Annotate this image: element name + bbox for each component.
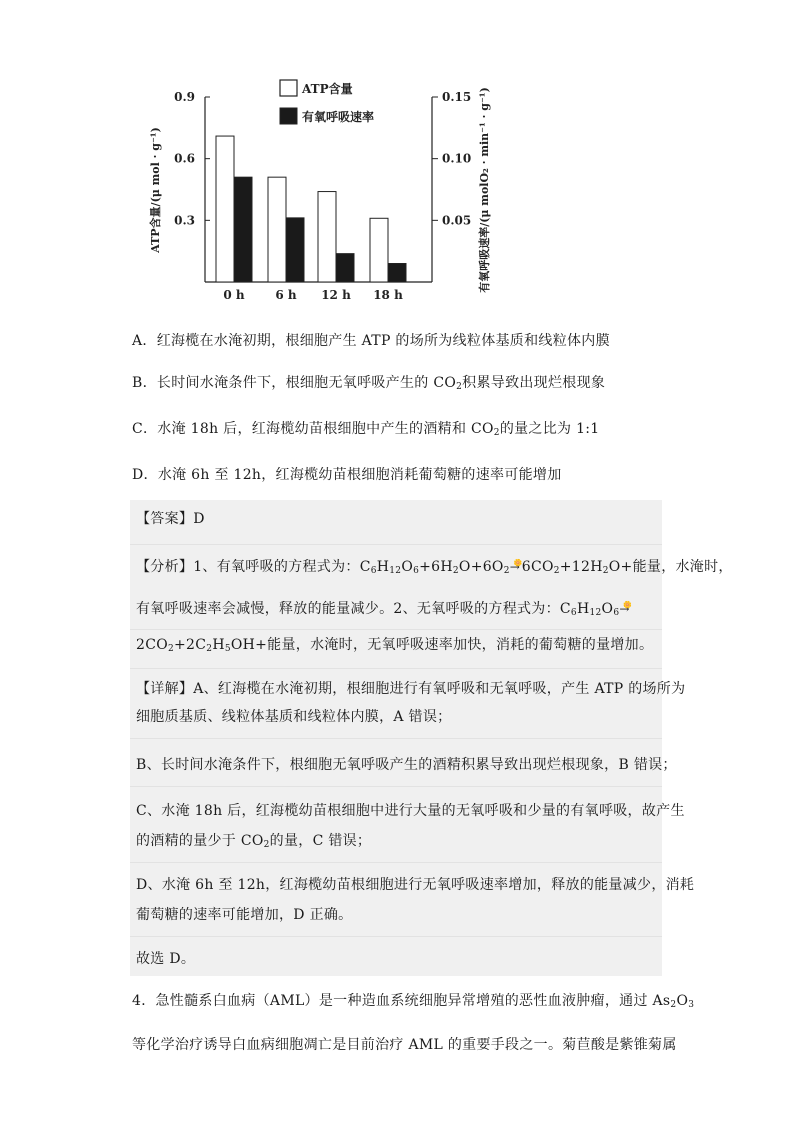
legend-swatch-atp	[280, 80, 297, 96]
text: H	[576, 601, 590, 617]
text: O	[676, 993, 689, 1009]
detail-b: B、长时间水淹条件下，根细胞无氧呼吸产生的酒精积累导致出现烂根现象，B 错误；	[136, 757, 677, 773]
subscript: 6	[413, 566, 420, 576]
text: H	[212, 637, 225, 653]
subscript: 2	[452, 566, 459, 576]
detail-c-2	[136, 830, 371, 856]
option-a-text: A．红海榄在水淹初期，根细胞产生 ATP 的场所为线粒体基质和线粒体内膜	[132, 333, 610, 349]
bar-aerobic	[336, 254, 354, 282]
option-b-text: B．长时间水淹条件下，根细胞无氧呼吸产生的 CO	[132, 375, 457, 391]
text: O	[401, 559, 414, 575]
subscript: 2	[263, 840, 270, 850]
subscript: 2	[168, 644, 175, 654]
left-tick-label: 0.3	[174, 213, 195, 228]
x-tick-label: 0 h	[223, 288, 245, 302]
text: 的酒精的量少于 CO	[136, 833, 264, 849]
detail-a-1: 【详解】A、红海榄在水淹初期，根细胞进行有氧呼吸和无氧呼吸，产生 ATP 的场所为	[136, 681, 686, 697]
right-tick-label: 0.15	[442, 90, 472, 104]
option-b	[132, 372, 672, 398]
y-axis-label-right: 有氧呼吸速率/(μ molO₂ · min⁻¹ · g⁻¹)	[478, 87, 491, 293]
question-4-line-1	[132, 990, 695, 1016]
left-tick-label: 0.6	[174, 151, 195, 166]
text: 【分析】1、有氧呼吸的方程式为：C	[136, 559, 371, 575]
detail-c-1: C、水淹 18h 后，红海榄幼苗根细胞中进行大量的无氧呼吸和少量的有氧呼吸，故产生	[136, 803, 685, 819]
subscript: 2	[503, 566, 510, 576]
enzyme-arrow-icon	[619, 600, 631, 614]
subscript: 2	[553, 566, 560, 576]
chart-svg	[140, 70, 520, 315]
subscript: 3	[688, 1000, 695, 1010]
text: H	[376, 559, 390, 575]
legend-swatch-aerobic	[280, 108, 297, 124]
subscript: 5	[224, 644, 231, 654]
subscript: 2	[670, 1000, 677, 1010]
left-tick-label: 0.9	[174, 90, 195, 104]
answer-explanation	[130, 500, 733, 976]
subscript: 2	[206, 644, 213, 654]
option-d	[132, 464, 672, 486]
y-axis-label: ATP含量/(μ mol · g⁻¹)	[149, 127, 162, 253]
divider	[130, 544, 662, 545]
text: +2C	[174, 637, 207, 653]
text: O+能量，水淹时，	[608, 559, 733, 575]
legend-label-atp: ATP含量	[302, 82, 353, 96]
text: OH+能量，水淹时，无氧呼吸速率加快，消耗的葡萄糖的量增加。	[230, 637, 654, 653]
detail-d-1: D、水淹 6h 至 12h，红海榄幼苗根细胞进行无氧呼吸速率增加，释放的能量减少，消耗	[136, 877, 695, 893]
text: O	[601, 601, 614, 617]
text: +12H	[559, 559, 603, 575]
right-tick-label: 0.05	[442, 213, 472, 228]
bar-aerobic	[286, 218, 304, 282]
detail-d-2: 葡萄糖的速率可能增加，D 正确。	[136, 907, 353, 923]
bar-atp	[268, 177, 286, 282]
option-c-text: C．水淹 18h 后，红海榄幼苗根细胞中产生的酒精和 CO	[132, 421, 494, 437]
subscript: 2	[493, 428, 500, 438]
divider	[130, 936, 662, 937]
bar-aerobic	[388, 264, 406, 283]
text: O+6O	[458, 559, 504, 575]
analysis-line-2	[136, 598, 631, 624]
answer-options	[132, 330, 672, 506]
subscript: 2	[456, 382, 463, 392]
divider	[130, 786, 662, 787]
subscript: 12	[389, 566, 402, 576]
text: 有氧呼吸速率会减慢，释放的能量减少。2、无氧呼吸的方程式为：C	[136, 601, 571, 617]
legend-label-aerobic: 有氧呼吸速率	[302, 110, 375, 124]
text: 6CO	[521, 559, 554, 575]
divider	[130, 629, 662, 630]
divider	[130, 738, 662, 739]
detail-a-2: 细胞质基质、线粒体基质和线粒体内膜，A 错误；	[136, 709, 452, 725]
option-a	[132, 330, 672, 352]
bar-atp	[370, 218, 388, 282]
text: 的量，C 错误；	[269, 833, 372, 849]
text: +6H	[419, 559, 453, 575]
subscript: 6	[570, 608, 577, 618]
analysis-line-1	[136, 556, 733, 582]
analysis-line-3	[136, 634, 653, 660]
bar-chart	[140, 70, 520, 315]
enzyme-arrow-icon	[510, 558, 522, 572]
bar-atp	[318, 192, 336, 282]
subscript: 2	[602, 566, 609, 576]
text: 2CO	[136, 637, 168, 653]
option-b-text-end: 积累导致出现烂根现象	[462, 375, 606, 391]
option-d-text: D．水淹 6h 至 12h，红海榄幼苗根细胞消耗葡萄糖的速率可能增加	[132, 467, 562, 483]
text: 4．急性髓系白血病（AML）是一种造血系统细胞异常增殖的恶性血液肿瘤，通过 As	[132, 993, 671, 1009]
x-tick-label: 18 h	[373, 288, 403, 302]
divider	[130, 668, 662, 669]
option-c	[132, 418, 672, 444]
question-4-line-2: 等化学治疗诱导白血病细胞凋亡是目前治疗 AML 的重要手段之一。菊苣酸是紫锥菊属	[132, 1037, 677, 1053]
subscript: 12	[589, 608, 602, 618]
subscript: 6	[370, 566, 377, 576]
x-tick-label: 6 h	[275, 288, 297, 302]
option-c-text-end: 的量之比为 1:1	[499, 421, 600, 437]
answer-line: 【答案】D	[136, 511, 205, 527]
bar-atp	[216, 136, 234, 282]
conclusion: 故选 D。	[136, 951, 196, 967]
question-4	[132, 990, 695, 1074]
subscript: 6	[613, 608, 620, 618]
bar-aerobic	[234, 177, 252, 282]
divider	[130, 862, 662, 863]
right-tick-label: 0.10	[442, 151, 472, 166]
x-tick-label: 12 h	[321, 288, 351, 302]
